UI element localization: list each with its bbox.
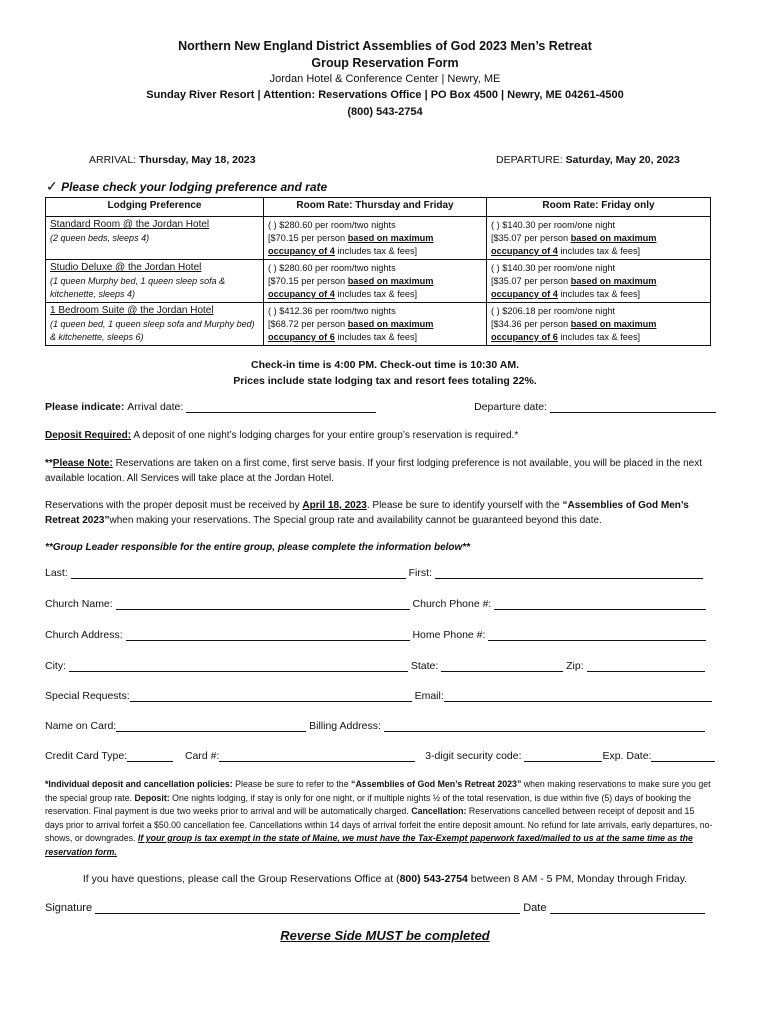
rate-details: [$68.72 per person based on maximum occupancy of 6 includes tax & fees]	[268, 319, 434, 342]
rate-option[interactable]: ( ) $140.30 per room/one night	[491, 220, 616, 230]
departure-date-label: Departure date:	[474, 401, 548, 413]
church-row	[45, 598, 710, 610]
signature-field[interactable]	[95, 902, 520, 914]
address-line: Sunday River Resort | Attention: Reservations Office | PO Box 4500 | Newry, ME 04261-4500	[146, 89, 624, 101]
arrival-label: ARRIVAL:	[89, 154, 137, 166]
col-lodging: Lodging Preference	[46, 198, 264, 217]
church-phone-field[interactable]	[494, 598, 706, 610]
deposit-text: A deposit of one night’s lodging charges for your entire group’s reservation is required.*	[131, 430, 519, 441]
exp-date-field[interactable]	[651, 750, 715, 762]
note-text: Reservations are taken on a first come, first serve basis. If your first lodging preference is not available, you will be placed in the next available location. All Services will take place at the Jordan Hotel.	[45, 458, 703, 484]
tax-exempt-note: If your group is tax exempt in the state of Maine, we must have the Tax-Exempt paperwork faxed/mailed to us at the same time as the reservation form.	[45, 833, 693, 857]
departure-info	[496, 154, 680, 166]
venue-line: Jordan Hotel & Conference Center | Newry, ME	[269, 73, 501, 85]
card-type-label: Credit Card Type:	[45, 750, 128, 762]
arrival-value: Thursday, May 18, 2023	[139, 154, 256, 166]
church-address-field[interactable]	[126, 629, 410, 641]
lodging-heading-text: Please check your lodging preference and rate	[61, 180, 328, 194]
col-thu-fri: Room Rate: Thursday and Friday	[264, 198, 487, 217]
card-row	[45, 750, 710, 762]
special-requests-field[interactable]	[130, 690, 412, 702]
date-label: Date	[523, 902, 547, 914]
rate-details: [$35.07 per person based on maximum occupancy of 4 includes tax & fees]	[491, 233, 657, 256]
table-row	[46, 217, 711, 260]
signature-label: Signature	[45, 902, 93, 914]
table-header-row	[46, 198, 711, 217]
room-name: 1 Bedroom Suite @ the Jordan Hotel	[50, 305, 214, 316]
home-phone-label: Home Phone #:	[412, 629, 486, 641]
church-name-label: Church Name:	[45, 598, 113, 610]
last-label: Last:	[45, 567, 68, 579]
city-row	[45, 660, 710, 672]
departure-label: DEPARTURE:	[496, 154, 563, 166]
rate-details: [$70.15 per person based on maximum occupancy of 4 includes tax & fees]	[268, 276, 434, 299]
room-name: Studio Deluxe @ the Jordan Hotel	[50, 262, 202, 273]
rate-details: [$70.15 per person based on maximum occupancy of 4 includes tax & fees]	[268, 233, 434, 256]
special-row	[45, 690, 710, 702]
church-phone-label: Church Phone #:	[412, 598, 492, 610]
state-label: State:	[410, 660, 439, 672]
first-name-field[interactable]	[435, 567, 703, 579]
address-row	[45, 629, 710, 641]
room-name: Standard Room @ the Jordan Hotel	[50, 219, 210, 230]
rate-details: [$34.36 per person based on maximum occupancy of 6 includes tax & fees]	[491, 319, 657, 342]
rate-option[interactable]: ( ) $206.18 per room/one night	[491, 306, 616, 316]
room-desc: (1 queen bed, 1 queen sleep sofa and Murphy bed) & kitchenette, sleeps 6)	[50, 319, 255, 342]
deadline-paragraph: Reservations with the proper deposit must be received by April 18, 2023. Please be sure to identify yourself with the “Assemblies of God Men’s Retreat 2023”when making your reservations. The Special group rate and availability cannot be guaranteed beyond this date.	[45, 500, 689, 526]
card-type-field[interactable]	[127, 750, 173, 762]
group-name: “Assemblies of God Men’s Retreat 2023”	[45, 500, 689, 526]
checkmark-icon: ✓	[46, 178, 58, 194]
church-address-label: Church Address:	[45, 629, 123, 641]
policy-paragraph: *Individual deposit and cancellation policies: Please be sure to refer to the “Assemblies of God Men’s Retreat 2023” when making reservations to make sure you get the special group rate. Deposit: One nights lodging, if stay is only for one night, or if multiple nights ½ of the total reservation, is due within five (5) days of booking the reservation. Final payment is due two weeks prior to arrival and will be automatically charged. Cancellation: Reservations cancelled between receipt of deposit and 15 days prior to arrival forfeit a $50.00 cancellation fee. Cancellations within 14 days of arrival forfeit the entire deposit amount. No refund for late arrivals, early departures, no-shows, or downgrades. If your group is tax exempt in the state of Maine, we must have the Tax-Exempt paperwork faxed/mailed to us at the same time as the reservation form.	[45, 779, 713, 857]
exp-date-label: Exp. Date:	[602, 750, 652, 762]
reverse-side-note: Reverse Side MUST be completed	[280, 928, 490, 943]
rate-option[interactable]: ( ) $412.36 per room/two nights	[268, 306, 396, 316]
email-field[interactable]	[444, 690, 712, 702]
departure-date-field[interactable]	[550, 401, 716, 413]
first-label: First:	[408, 567, 432, 579]
city-field[interactable]	[69, 660, 408, 672]
arrival-date-label: Arrival date:	[127, 401, 184, 413]
card-number-field[interactable]	[219, 750, 415, 762]
zip-field[interactable]	[587, 660, 705, 672]
note-label: Please Note:	[52, 458, 113, 469]
city-label: City:	[45, 660, 66, 672]
note-paragraph: **Please Note: Reservations are taken on a first come, first serve basis. If your first lodging preference is not available, you will be placed in the next available location. All Services will take place at the Jordan Hotel.	[45, 458, 703, 484]
checkin-times: Check-in time is 4:00 PM. Check-out time is 10:30 AM.	[250, 359, 520, 371]
form-subtitle: Group Reservation Form	[311, 56, 459, 70]
signature-date-field[interactable]	[550, 902, 705, 914]
leader-note: **Group Leader responsible for the entire group, please complete the information below**	[45, 542, 471, 553]
last-first-row	[45, 567, 710, 579]
rate-option[interactable]: ( ) $140.30 per room/one night	[491, 263, 616, 273]
name-on-card-label: Name on Card:	[45, 720, 117, 732]
card-number-label: Card #:	[184, 750, 220, 762]
card-name-row	[45, 720, 710, 732]
arrival-info	[89, 154, 256, 166]
policy-label: *Individual deposit and cancellation policies:	[45, 779, 233, 789]
table-row	[46, 303, 711, 346]
security-code-label: 3-digit security code:	[425, 750, 522, 762]
home-phone-field[interactable]	[488, 629, 706, 641]
name-on-card-field[interactable]	[116, 720, 306, 732]
deadline-date: April 18, 2023	[302, 500, 367, 511]
state-field[interactable]	[441, 660, 563, 672]
contact-phone: 800) 543-2754	[399, 873, 468, 885]
email-label: Email:	[414, 690, 444, 702]
billing-address-field[interactable]	[384, 720, 705, 732]
room-desc: (1 queen Murphy bed, 1 queen sleep sofa & kitchenette, sleeps 4)	[50, 276, 226, 299]
arrival-date-field[interactable]	[186, 401, 376, 413]
last-name-field[interactable]	[71, 567, 406, 579]
indicate-row	[45, 401, 710, 413]
billing-address-label: Billing Address:	[309, 720, 381, 732]
rate-option[interactable]: ( ) $280.60 per room/two nights	[268, 220, 396, 230]
departure-value: Saturday, May 20, 2023	[565, 154, 680, 166]
table-row	[46, 260, 711, 303]
deposit-label: Deposit Required:	[45, 430, 132, 441]
rate-details: [$35.07 per person based on maximum occupancy of 4 includes tax & fees]	[491, 276, 657, 299]
rate-option[interactable]: ( ) $280.60 per room/two nights	[268, 263, 396, 273]
col-fri-only: Room Rate: Friday only	[487, 198, 711, 217]
security-code-field[interactable]	[524, 750, 602, 762]
phone-line: (800) 543-2754	[347, 106, 423, 118]
signature-row	[45, 902, 710, 914]
room-desc: (2 queen beds, sleeps 4)	[50, 233, 150, 243]
contact-line: If you have questions, please call the Group Reservations Office at (800) 543-2754 between 8 AM - 5 PM, Monday through Friday.	[82, 873, 688, 885]
special-requests-label: Special Requests:	[45, 690, 130, 702]
rate-table	[45, 197, 711, 346]
lodging-heading	[46, 178, 327, 195]
deposit-paragraph	[45, 428, 710, 443]
form-title: Northern New England District Assemblies of God 2023 Men’s Retreat	[178, 39, 592, 53]
zip-label: Zip:	[566, 660, 584, 672]
church-name-field[interactable]	[116, 598, 410, 610]
indicate-label: Please indicate:	[45, 401, 125, 413]
tax-note: Prices include state lodging tax and resort fees totaling 22%.	[233, 375, 537, 387]
